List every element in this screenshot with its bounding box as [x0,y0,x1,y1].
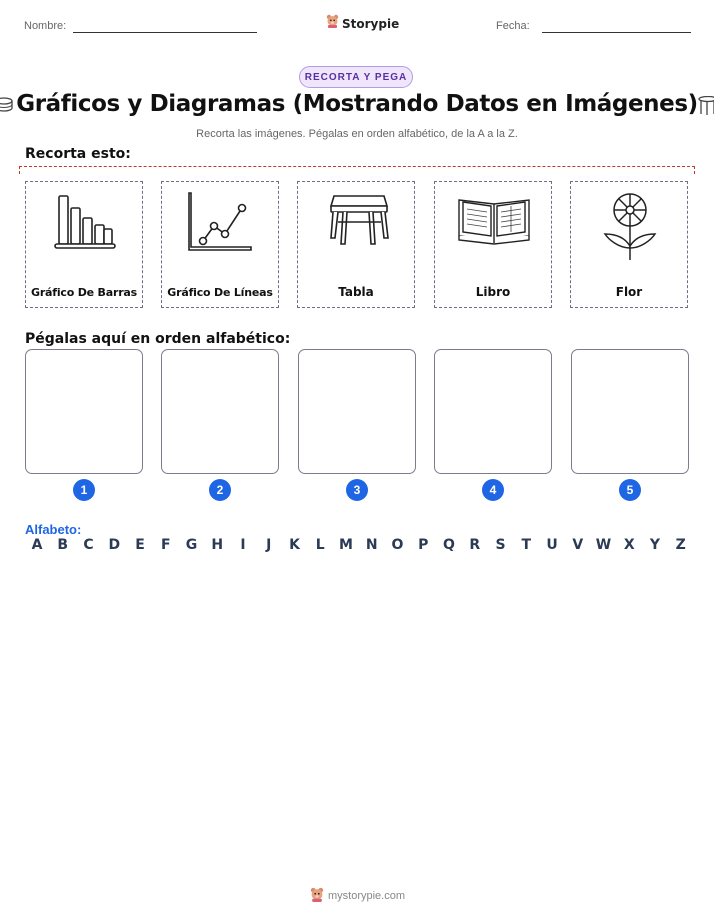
alphabet-letter: E [135,537,145,553]
cut-card-label: Tabla [338,285,374,299]
alphabet-letter: N [365,537,378,553]
book-icon [435,188,553,273]
alphabet-letter: U [546,537,558,553]
alphabet-letter: J [266,537,272,553]
brand-name: Storypie [342,16,400,31]
paste-box-2[interactable] [161,349,279,474]
cut-card-label: Libro [475,285,511,299]
paste-box-5[interactable] [571,349,689,474]
cut-card-book[interactable] [434,181,552,308]
activity-badge: RECORTA Y PEGA [299,66,413,88]
brand [326,14,399,33]
cut-card-label: Flor [615,285,643,299]
alphabet-letter: R [469,537,481,553]
alphabet-letter: H [211,537,224,553]
alphabet-letter: C [83,537,94,553]
alphabet-letter: T [521,537,532,553]
name-line [73,32,257,33]
cut-card-flower[interactable] [570,181,688,308]
table-decoration-icon [698,96,714,121]
cut-dashed-line [19,166,695,174]
paste-box-1[interactable] [25,349,143,474]
alphabet-letter: Y [649,537,661,553]
alphabet-letter: B [57,537,69,553]
bar-chart-icon [26,188,144,273]
alphabet-letter: K [289,537,300,553]
alphabet-letter: W [595,537,612,553]
slot-number-4: 4 [482,479,504,501]
flower-icon [571,188,689,273]
storypie-bear-icon [326,14,339,33]
alphabet-letter: X [623,537,635,553]
table-icon [298,188,416,273]
paste-box-3[interactable] [298,349,416,474]
footer-url[interactable]: mystorypie.com [328,890,406,902]
alphabet-letter: S [495,537,506,553]
alphabet-letter: D [108,537,121,553]
cut-card-table[interactable] [297,181,415,308]
date-line [542,32,691,33]
cut-card-label: Gráfico De Líneas [167,286,273,299]
footer [310,887,405,905]
alphabet-letter: V [572,537,584,553]
cut-section-label: Recorta esto: [25,146,131,162]
alphabet-letter: Z [675,537,686,553]
paste-section-label: Pégalas aquí en orden alfabético: [25,331,291,347]
slot-number-3: 3 [346,479,368,501]
alphabet-letter: M [339,537,353,553]
alphabet-letter: L [315,537,325,553]
alphabet-row [26,537,692,553]
name-label: Nombre: [24,20,67,32]
alphabet-letter: O [391,537,404,553]
alphabet-letter: Q [443,537,455,553]
alphabet-letter: A [31,537,43,553]
slot-number-2: 2 [209,479,231,501]
page-title: Gráficos y Diagramas (Mostrando Datos en Imágenes) [16,91,698,117]
cut-card-bar-chart[interactable] [25,181,143,308]
alphabet-label: Alfabeto: [25,522,82,537]
cut-card-label: Gráfico De Barras [31,286,137,299]
storypie-bear-icon [310,887,324,905]
line-chart-icon [162,188,280,273]
alphabet-letter: F [160,537,171,553]
alphabet-letter: P [418,537,429,553]
cut-card-line-chart[interactable] [161,181,279,308]
slot-number-5: 5 [619,479,641,501]
slot-number-1: 1 [73,479,95,501]
instructions: Recorta las imágenes. Pégalas en orden alfabético, de la A a la Z. [196,128,518,140]
alphabet-letter: I [240,537,246,553]
alphabet-letter: G [185,537,198,553]
date-label: Fecha: [496,20,530,32]
paste-box-4[interactable] [434,349,552,474]
